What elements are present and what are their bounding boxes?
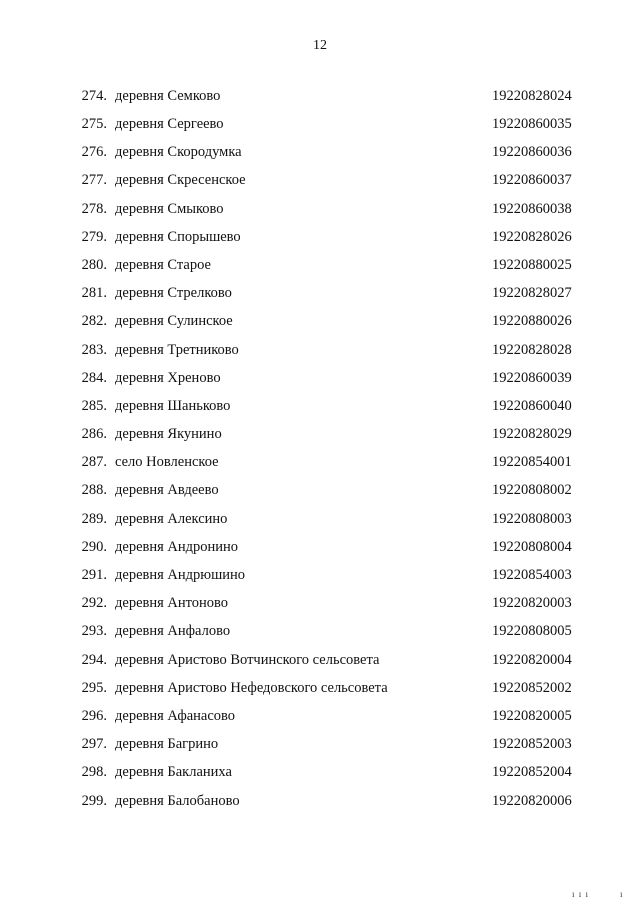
item-number: 275. (81, 116, 107, 133)
item-code: 19220808005 (492, 623, 572, 640)
list-item (0, 505, 640, 533)
item-code: 19220820005 (492, 707, 572, 724)
item-code: 19220860038 (492, 200, 572, 217)
item-name: деревня Анфалово (115, 623, 231, 640)
list-item (0, 674, 640, 702)
item-code: 19220828026 (492, 228, 572, 245)
list-item (0, 110, 640, 138)
list-item (0, 759, 640, 787)
item-name: деревня Аристово Нефедовского сельсовета (115, 679, 388, 696)
item-code: 19220828028 (492, 341, 572, 358)
item-name: деревня Старое (115, 256, 211, 273)
item-number: 289. (81, 510, 107, 527)
list-item (0, 392, 640, 420)
item-name: деревня Спорышево (115, 228, 241, 245)
item-number: 288. (81, 482, 107, 499)
item-code: 19220880025 (492, 256, 572, 273)
item-code: 19220860040 (492, 397, 572, 414)
item-number: 293. (81, 623, 107, 640)
item-number: 287. (81, 454, 107, 471)
list-item (0, 477, 640, 505)
list-item (0, 308, 640, 336)
item-number: 298. (81, 764, 107, 781)
item-name: деревня Семково (115, 87, 221, 104)
item-code: 19220854001 (492, 454, 572, 471)
item-number: 295. (81, 679, 107, 696)
item-code: 19220820004 (492, 651, 572, 668)
item-code: 19220860035 (492, 116, 572, 133)
item-number: 297. (81, 736, 107, 753)
list-item (0, 364, 640, 392)
item-name: деревня Стрелково (115, 285, 232, 302)
list-item (0, 787, 640, 815)
list-item (0, 618, 640, 646)
list-item (0, 646, 640, 674)
settlement-list (0, 82, 640, 815)
list-item (0, 336, 640, 364)
item-code: 19220828029 (492, 426, 572, 443)
item-code: 19220852003 (492, 736, 572, 753)
item-name: деревня Шаньково (115, 397, 231, 414)
item-number: 292. (81, 595, 107, 612)
item-number: 294. (81, 651, 107, 668)
item-name: деревня Авдеево (115, 482, 219, 499)
item-number: 284. (81, 369, 107, 386)
list-item (0, 195, 640, 223)
footer-mark-right: ı (620, 889, 624, 899)
item-number: 280. (81, 256, 107, 273)
item-code: 19220860039 (492, 369, 572, 386)
item-code: 19220852002 (492, 679, 572, 696)
item-number: 296. (81, 707, 107, 724)
item-name: деревня Антоново (115, 595, 229, 612)
item-name: деревня Третниково (115, 341, 239, 358)
item-number: 274. (81, 87, 107, 104)
item-name: деревня Балобаново (115, 792, 240, 809)
item-number: 291. (81, 567, 107, 584)
item-code: 19220880026 (492, 313, 572, 330)
item-name: деревня Якунино (115, 426, 222, 443)
list-item (0, 702, 640, 730)
item-number: 286. (81, 426, 107, 443)
item-number: 299. (81, 792, 107, 809)
list-item (0, 589, 640, 617)
list-item (0, 448, 640, 476)
item-name: деревня Афанасово (115, 707, 236, 724)
item-code: 19220852004 (492, 764, 572, 781)
item-code: 19220854003 (492, 567, 572, 584)
item-name: деревня Скородумка (115, 144, 242, 161)
list-item (0, 82, 640, 110)
item-code: 19220808004 (492, 538, 572, 555)
item-number: 279. (81, 228, 107, 245)
item-name: деревня Скресенское (115, 172, 246, 189)
item-name: село Новленское (115, 454, 219, 471)
item-name: деревня Бакланиха (115, 764, 232, 781)
item-name: деревня Сергеево (115, 116, 224, 133)
item-number: 283. (81, 341, 107, 358)
item-code: 19220860036 (492, 144, 572, 161)
item-name: деревня Андронино (115, 538, 239, 555)
list-item (0, 138, 640, 166)
item-name: деревня Багрино (115, 736, 219, 753)
list-item (0, 279, 640, 307)
item-name: деревня Хреново (115, 369, 221, 386)
item-name: деревня Алексино (115, 510, 228, 527)
list-item (0, 533, 640, 561)
item-number: 276. (81, 144, 107, 161)
list-item (0, 420, 640, 448)
item-code: 19220820006 (492, 792, 572, 809)
list-item (0, 561, 640, 589)
item-number: 278. (81, 200, 107, 217)
item-code: 19220860037 (492, 172, 572, 189)
item-code: 19220808002 (492, 482, 572, 499)
item-number: 285. (81, 397, 107, 414)
item-name: деревня Смыково (115, 200, 224, 217)
item-number: 282. (81, 313, 107, 330)
item-code: 19220828024 (492, 87, 572, 104)
list-item (0, 730, 640, 758)
item-name: деревня Сулинское (115, 313, 233, 330)
footer-mark-left: ı ı ı (572, 889, 590, 899)
item-code: 19220808003 (492, 510, 572, 527)
item-code: 19220820003 (492, 595, 572, 612)
list-item (0, 167, 640, 195)
item-number: 290. (81, 538, 107, 555)
page-number: 12 (313, 38, 327, 53)
list-item (0, 251, 640, 279)
item-name: деревня Андрюшино (115, 567, 246, 584)
item-name: деревня Аристово Вотчинского сельсовета (115, 651, 380, 668)
item-number: 281. (81, 285, 107, 302)
item-number: 277. (81, 172, 107, 189)
item-code: 19220828027 (492, 285, 572, 302)
list-item (0, 223, 640, 251)
